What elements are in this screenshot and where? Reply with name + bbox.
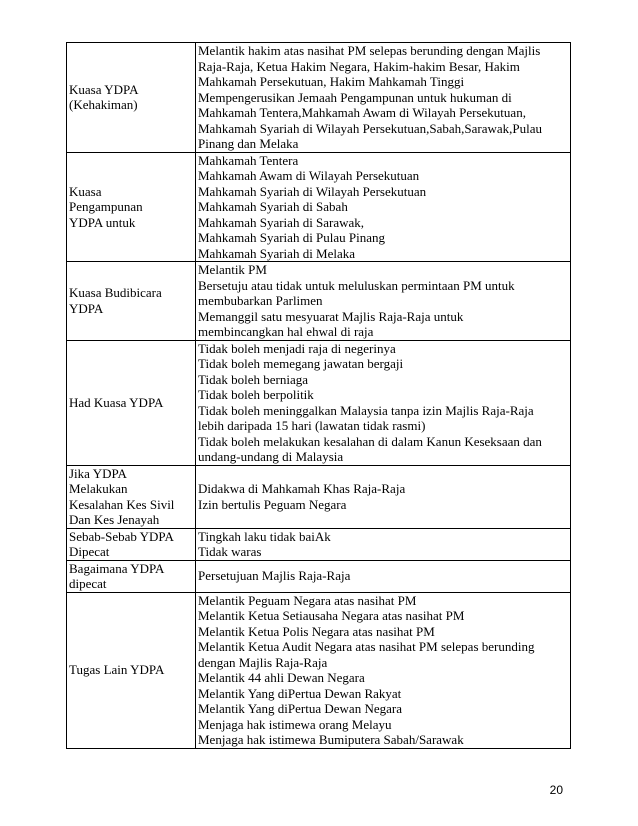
- content-line: Mahkamah Syariah di Pulau Pinang: [198, 230, 386, 245]
- label-line: Jika YDPA: [69, 465, 127, 481]
- label-line: (Kehakiman): [69, 97, 138, 113]
- row-label: [67, 43, 196, 153]
- content-line: Melantik 44 ahli Dewan Negara: [198, 670, 365, 685]
- row-label: [67, 340, 196, 465]
- content-line: Melantik Yang diPertua Dewan Negara: [198, 701, 402, 716]
- label-line: dipecat: [69, 576, 107, 591]
- row-content: [196, 152, 571, 262]
- content-line: Pinang dan Melaka: [198, 136, 299, 151]
- content-line: Mahkamah Tentera: [198, 152, 299, 168]
- content-line: undang-undang di Malaysia: [198, 449, 344, 464]
- table-row: [67, 528, 571, 560]
- content-line: Memanggil satu mesyuarat Majlis Raja-Raja untuk: [198, 308, 464, 324]
- row-content: [196, 262, 571, 341]
- content-line: Melantik Ketua Setiausaha Negara atas nasihat PM: [198, 608, 465, 623]
- page-number: 20: [549, 783, 563, 797]
- label-line: Sebab-Sebab YDPA: [69, 528, 174, 544]
- content-line: Didakwa di Mahkamah Khas Raja-Raja: [198, 481, 406, 496]
- table-row: [67, 465, 571, 528]
- label-line: Kuasa YDPA: [69, 81, 139, 97]
- content-line: Mahkamah Syariah di Melaka: [198, 245, 356, 261]
- content-line: Bersetuju atau tidak untuk meluluskan permintaan PM untuk: [198, 277, 515, 293]
- row-content: [196, 465, 571, 528]
- label-line: Pengampunan: [69, 199, 143, 214]
- content-line: Mahkamah Syariah di Sarawak,: [198, 214, 365, 230]
- label-line: Dan Kes Jenayah: [69, 512, 160, 527]
- content-line: Mempengerusikan Jemaah Pengampunan untuk hukuman di: [198, 89, 512, 105]
- table-row: [67, 152, 571, 262]
- content-line: lebih daripada 15 hari (lawatan tidak rasmi): [198, 418, 426, 433]
- content-line: Mahkamah Awam di Wilayah Persekutuan: [198, 168, 420, 183]
- content-line: Tingkah laku tidak baiAk: [198, 528, 331, 544]
- table-row: [67, 340, 571, 465]
- content-line: Melantik Yang diPertua Dewan Rakyat: [198, 685, 402, 701]
- content-line: Tidak boleh memegang jawatan bergaji: [198, 356, 404, 371]
- content-line: Tidak waras: [198, 544, 262, 559]
- content-line: Melantik hakim atas nasihat PM selepas berunding dengan Majlis: [198, 43, 541, 58]
- label-line: Melakukan: [69, 481, 128, 496]
- content-line: Melantik Ketua Polis Negara atas nasihat PM: [198, 623, 435, 639]
- row-label: [67, 152, 196, 262]
- row-content: [196, 560, 571, 592]
- content-line: Mahkamah Syariah di Wilayah Persekutuan: [198, 183, 427, 199]
- row-label: [67, 560, 196, 592]
- label-line: Tugas Lain YDPA: [69, 662, 165, 678]
- row-label: [67, 465, 196, 528]
- content-line: Izin bertulis Peguam Negara: [198, 496, 347, 512]
- content-line: Mahkamah Tentera,Mahkamah Awam di Wilayah Persekutuan,: [198, 105, 526, 120]
- row-content: [196, 340, 571, 465]
- content-line: dengan Majlis Raja-Raja: [198, 654, 328, 670]
- content-line: Tidak boleh berniaga: [198, 371, 308, 387]
- content-line: Mahkamah Syariah di Sabah: [198, 199, 348, 214]
- content-line: membubarkan Parlimen: [198, 293, 323, 308]
- content-line: membincangkan hal ehwal di raja: [198, 324, 374, 339]
- label-line: Dipecat: [69, 544, 110, 559]
- label-line: YDPA: [69, 300, 104, 316]
- row-content: [196, 528, 571, 560]
- table-body: [67, 43, 571, 749]
- row-label: [67, 592, 196, 748]
- content-line: Persetujuan Majlis Raja-Raja: [198, 568, 351, 584]
- content-line: Raja-Raja, Ketua Hakim Negara, Hakim-hakim Besar, Hakim: [198, 58, 520, 74]
- content-line: Melantik Peguam Negara atas nasihat PM: [198, 592, 417, 608]
- content-line: Tidak boleh berpolitik: [198, 387, 314, 402]
- content-line: Menjaga hak istimewa orang Melayu: [198, 716, 392, 732]
- row-content: [196, 43, 571, 153]
- table-row: [67, 262, 571, 341]
- label-line: Kuasa Budibicara: [69, 285, 162, 301]
- label-line: YDPA untuk: [69, 214, 136, 230]
- ydpa-power-table: [66, 42, 571, 749]
- content-line: Tidak boleh melakukan kesalahan di dalam Kanun Keseksaan dan: [198, 433, 542, 449]
- table-row: [67, 43, 571, 153]
- row-label: [67, 262, 196, 341]
- content-line: Mahkamah Syariah di Wilayah Persekutuan,Sabah,Sarawak,Pulau: [198, 120, 543, 136]
- content-line: Tidak boleh meninggalkan Malaysia tanpa izin Majlis Raja-Raja: [198, 402, 534, 418]
- table-row: [67, 592, 571, 748]
- label-line: Kesalahan Kes Sivil: [69, 496, 175, 512]
- row-content: [196, 592, 571, 748]
- label-line: Kuasa: [69, 183, 102, 199]
- row-label: [67, 528, 196, 560]
- table-row: [67, 560, 571, 592]
- content-line: Menjaga hak istimewa Bumiputera Sabah/Sarawak: [198, 732, 464, 747]
- label-line: Had Kuasa YDPA: [69, 394, 164, 410]
- content-line: Mahkamah Persekutuan, Hakim Mahkamah Tinggi: [198, 74, 465, 89]
- content-line: Melantik Ketua Audit Negara atas nasihat PM selepas berunding: [198, 639, 535, 654]
- content-line: Tidak boleh menjadi raja di negerinya: [198, 340, 396, 356]
- content-line: Melantik PM: [198, 262, 267, 277]
- label-line: Bagaimana YDPA: [69, 560, 165, 576]
